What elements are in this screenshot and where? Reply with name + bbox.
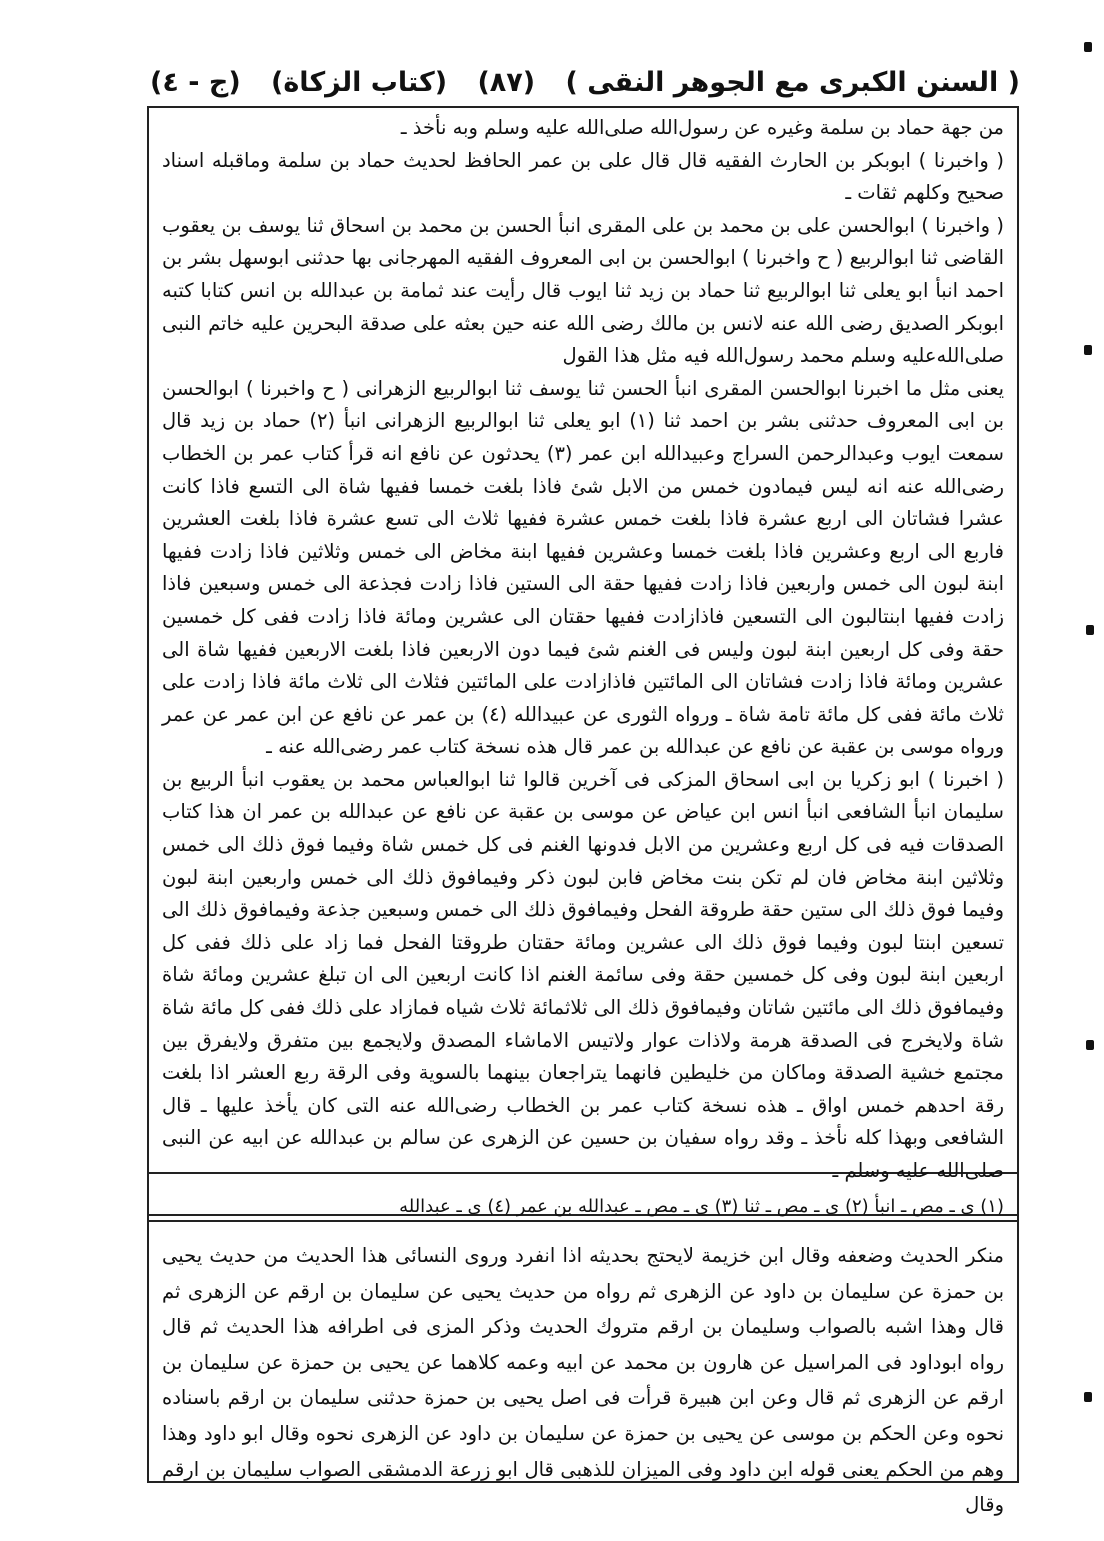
main-text: [162, 112, 1004, 1188]
margin-mark: [1086, 625, 1094, 635]
margin-mark: [1084, 345, 1092, 355]
header-chapter: (كتاب الزكاة): [271, 66, 448, 98]
main-paragraph: ( واخبرنا ) ابوالحسن على بن محمد بن على المقرى انبأ الحسن بن محمد بن اسحاق ثنا يوسف بن يعقوب القاضى ثنا ابوالربيع ( ح واخبرنا ) ابوالحسن بن ابى المعروف الفقيه المهرجانى بها حدثنى ابوسهل بشر بن احمد انبأ ابو يعلى ثنا ابوالربيع ثنا حماد بن زيد ثنا ايوب قال رأيت عند ثمامة بن عبدالله بن انس كتابا كتبه ابوبكر الصديق رضى الله عنه لانس بن مالك رضى الله عنه حين بعثه على صدقة البحرين عليه خاتم النبى صلى‌الله‌عليه وسلم محمد رسول‌الله فيه مثل هذا القول: [162, 213, 1004, 368]
main-paragraph: ( اخبرنا ) ابو زكريا بن ابى اسحاق المزكى فى آخرين قالوا ثنا ابوالعباس محمد بن يعقوب انبأ الربيع بن سليمان انبأ الشافعى انبأ انس ابن عياض عن موسى بن عقبة عن نافع عن عبدالله بن عمر ان هذا كتاب الصدقات فيه فى كل اربع وعشرين من الابل فدونها الغنم فى كل خمس شاة وفيما فوق ذلك الى خمس وثلاثين ابنة مخاض فان لم تكن بنت مخاض فابن لبون ذكر وفيمافوق ذلك الى خمس واربعين ابنة لبون وفيما فوق ذلك الى ستين حقة طروقة الفحل وفيمافوق ذلك الى خمس وسبعين جذعة وفيمافوق ذلك الى تسعين ابنتا لبون وفيما فوق ذلك الى عشرين ومائة حقتان طروقتا الفحل فما زاد على ذلك ففى كل اربعين ابنة لبون وفى كل خمسين حقة وفى سائمة الغنم اذا كانت اربعين الى ان تبلغ عشرين ومائة شاة وفيمافوق ذلك الى مائتين شاتان وفيمافوق ذلك الى ثلاثمائة ثلاث شياه فمازاد على ذلك ففى كل مائة شاة شاة ولايخرج فى الصدقة هرمة ولاذات عوار ولاتيس الاماشاء المصدق ولايجمع بين متفرق ولايفرق بين مجتمع خشية الصدقة وماكان من خليطين فانهما يتراجعان بينهما بالسوية وفى الرقة ربع العشر اذا بلغت رقة احدهم خمس اواق ـ هذه نسخة كتاب عمر بن الخطاب رضى‌الله عنه التى كان يأخذ عليها ـ قال الشافعى وبهذا كله نأخذ ـ وقد رواه سفيان بن حسين عن الزهرى عن سالم بن عبدالله عن ابيه عن النبى صلى‌الله عليه وسلم ـ: [162, 767, 1004, 1182]
margin-mark: [1086, 1040, 1094, 1050]
lower-commentary: [162, 1238, 1004, 1523]
commentary-paragraph: منكر الحديث وضعفه وقال ابن خزيمة لايحتج بحديثه اذا انفرد وروى النسائى هذا الحديث من حديث يحيى بن حمزة عن سليمان بن داود عن الزهرى ثم رواه من حديث يحيى عن سليمان بن ارقم عن الزهرى ثم قال وهذا اشبه بالصواب وسليمان بن ارقم متروك الحديث وذكر المزى فى اطرافه هذا الحديث ثم قال رواه ابوداود فى المراسيل عن هارون بن محمد عن ابيه وعمه كلاهما عن يحيى بن حمزة عن سليمان بن ارقم عن الزهرى ثم قال وعن ابن هبيرة قرأت فى اصل يحيى بن حمزة حدثنى سليمان بن ارقم باسناده نحوه وعن الحكم بن موسى عن يحيى بن حمزة عن سليمان بن داود عن الزهرى نحوه وقال ابو داود وهذا وهم من الحكم يعنى قوله ابن داود وفى الميزان للذهبى قال ابو زرعة الدمشقى الصواب سليمان بن ارقم وقال: [162, 1244, 1004, 1517]
header-volume: (ج - ٤): [150, 66, 241, 98]
main-paragraph: ( واخبرنا ) ابوبكر بن الحارث الفقيه قال قال على بن عمر الحافظ لحديث حماد بن سلمة وماقبله اسناد صحيح وكلهم ثقات ـ: [162, 148, 1004, 205]
margin-mark: [1084, 42, 1092, 52]
header-book-title: ( السنن الكبرى مع الجوهر النقى ): [565, 66, 1020, 98]
header-page-number: (٨٧): [477, 66, 536, 98]
main-paragraph: يعنى مثل ما اخبرنا ابوالحسن المقرى انبأ الحسن ثنا يوسف ثنا ابوالربيع الزهرانى ( ح واخبرنا ) ابوالحسن بن ابى المعروف حدثنى بشر بن احمد ثنا (١) ابو يعلى ثنا ابوالربيع الزهرانى انبأ (٢) حماد بن زيد قال سمعت ايوب وعبدالرحمن السراج وعبيدالله ابن عمر (٣) يحدثون عن نافع انه قرأ كتاب عمر بن الخطاب رضى‌الله عنه انه ليس فيمادون خمس من الابل شئ فاذا بلغت خمسا ففيها شاة الى التسع فاذا كانت عشرا فشاتان الى اربع عشرة فاذا بلغت خمس عشرة ففيها ثلاث الى تسع عشرة فاذا بلغت العشرين فاربع الى اربع وعشرين فاذا بلغت خمسا وعشرين ففيها ابنة مخاض الى خمس وثلاثين فاذا زادت ففيها ابنة لبون الى خمس واربعين فاذا زادت ففيها حقة الى الستين فاذا زادت فجذعة الى خمس وسبعين فاذا زادت ففيها ابنتالبون الى التسعين فاذازادت ففيها حقتان الى عشرين ومائة فاذا زادت ففى كل خمسين حقة وفى كل اربعين ابنة لبون وليس فى الغنم شئ فيما دون الاربعين فاذا بلغت الاربعين ففيها شاة الى عشرين ومائة فاذا زادت فشاتان الى المائتين فاذازادت على المائتين فثلاث الى ثلاث مائة فاذا زادت على ثلاث مائة ففى كل مائة تامة شاة ـ ورواه الثورى عن عبيدالله (٤) بن عمر عن نافع عن ابن عمر عن عمر ورواه موسى بن عقبة عن نافع عن عبدالله بن عمر قال هذه نسخة كتاب عمر رضى‌الله عنه ـ: [162, 376, 1004, 759]
margin-mark: [1084, 1392, 1092, 1402]
footnotes: (١) ى ـ مص ـ انبأ (٢) ى ـ مص ـ ثنا (٣) ى ـ مص ـ عبدالله بن عمر (٤) ى ـ عبدالله: [399, 1196, 1004, 1217]
running-header: [150, 60, 1020, 104]
main-paragraph: من جهة حماد بن سلمة وغيره عن رسول‌الله صلى‌الله عليه وسلم وبه نأخذ ـ: [400, 116, 1004, 139]
